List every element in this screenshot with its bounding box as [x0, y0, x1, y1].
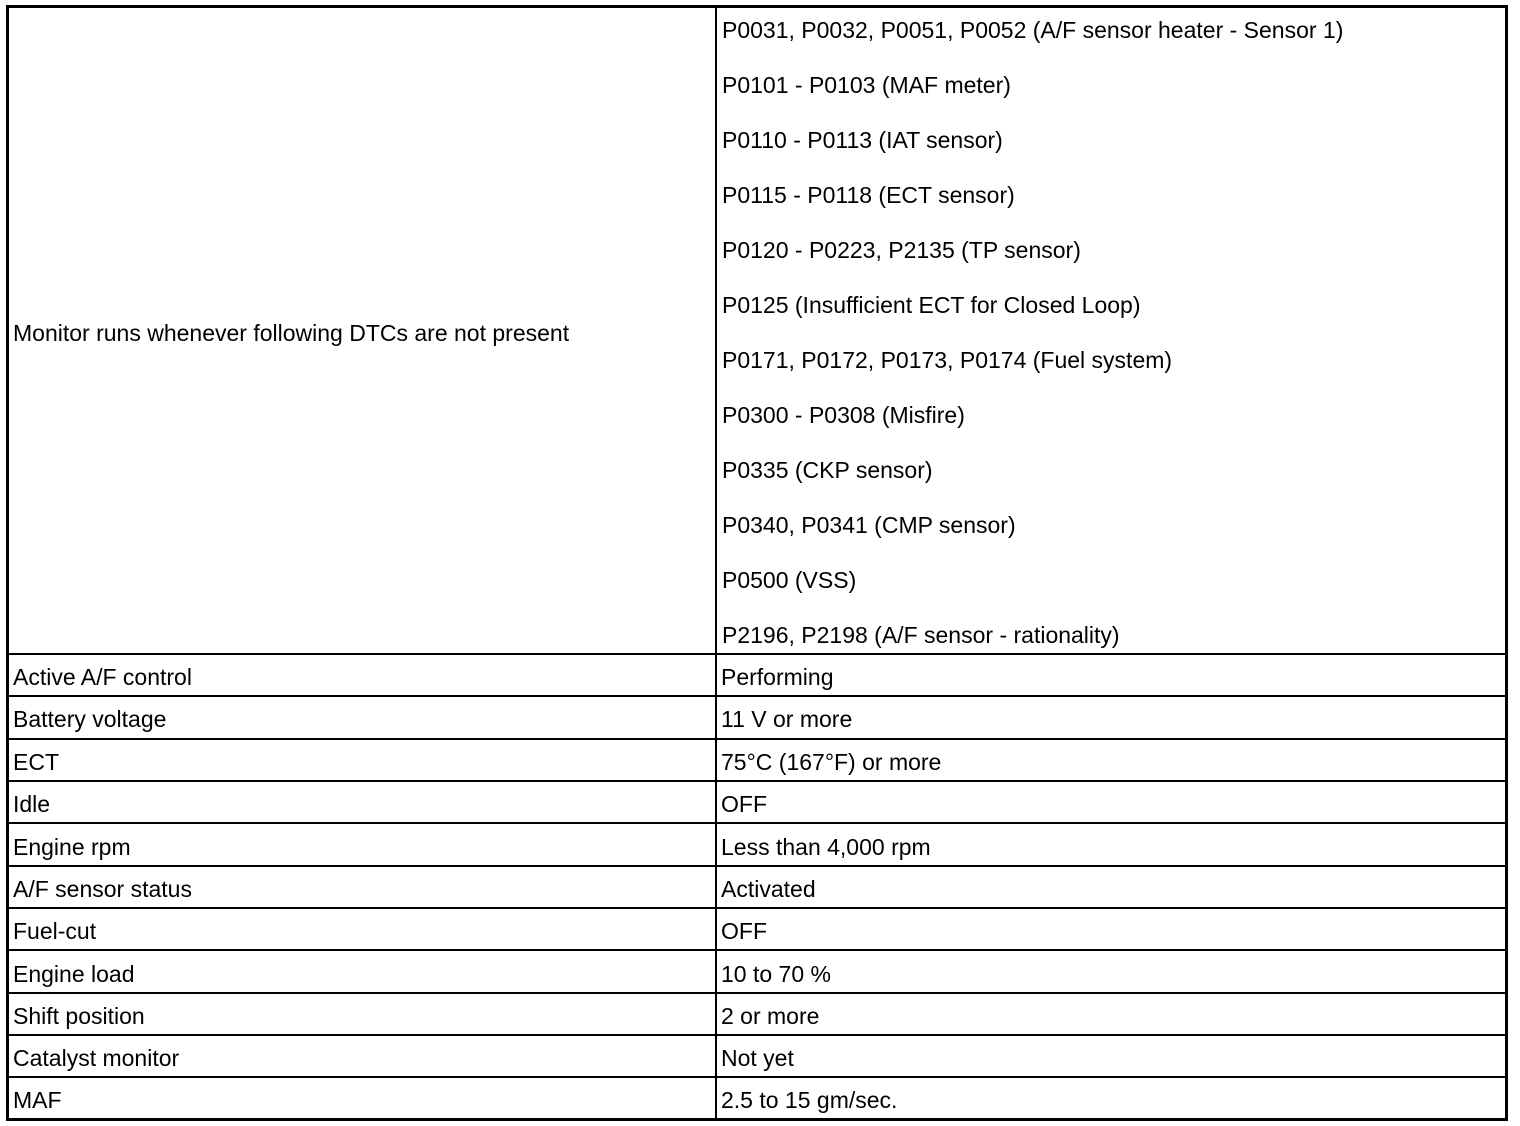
row-label: MAF — [13, 1087, 62, 1113]
dtc-item: P0125 (Insufficient ECT for Closed Loop) — [722, 292, 1141, 318]
row-value: 11 V or more — [721, 706, 853, 732]
table-row — [9, 782, 1505, 822]
dtc-item: P2196, P2198 (A/F sensor - rationality) — [722, 622, 1120, 648]
row-label: Battery voltage — [13, 706, 167, 732]
dtc-item: P0031, P0032, P0051, P0052 (A/F sensor heater - Sensor 1) — [722, 17, 1344, 43]
dtc-item: P0335 (CKP sensor) — [722, 457, 933, 483]
table-row — [9, 740, 1505, 780]
table-row — [9, 951, 1505, 991]
row-label: Engine rpm — [13, 834, 131, 860]
table-row — [9, 994, 1505, 1034]
conditions-table — [6, 5, 1508, 1121]
row-label: Idle — [13, 791, 51, 817]
table-row — [9, 1078, 1505, 1118]
row-value: 10 to 70 % — [721, 961, 831, 987]
dtc-item: P0101 - P0103 (MAF meter) — [722, 72, 1011, 98]
row-label: Shift position — [13, 1003, 145, 1029]
table-row — [9, 697, 1505, 737]
table-row — [9, 1036, 1505, 1076]
row-value: Not yet — [721, 1045, 794, 1071]
row-value: 2 or more — [721, 1003, 820, 1029]
row-value: OFF — [721, 791, 767, 817]
dtc-row — [9, 8, 1505, 653]
row-value: 75°C (167°F) or more — [721, 749, 942, 775]
row-label: Active A/F control — [13, 664, 192, 690]
dtc-item: P0171, P0172, P0173, P0174 (Fuel system) — [722, 347, 1173, 373]
dtc-row-label: Monitor runs whenever following DTCs are not present — [13, 320, 570, 346]
dtc-item: P0300 - P0308 (Misfire) — [722, 402, 965, 428]
dtc-item: P0340, P0341 (CMP sensor) — [722, 512, 1016, 538]
row-value: 2.5 to 15 gm/sec. — [721, 1087, 898, 1113]
row-label: Engine load — [13, 961, 135, 987]
row-label: Fuel-cut — [13, 918, 97, 944]
dtc-item: P0110 - P0113 (IAT sensor) — [722, 127, 1003, 153]
row-label: ECT — [13, 749, 59, 775]
table-row — [9, 824, 1505, 864]
table-row — [9, 655, 1505, 695]
dtc-item: P0115 - P0118 (ECT sensor) — [722, 182, 1015, 208]
row-label: Catalyst monitor — [13, 1045, 180, 1071]
row-value: OFF — [721, 918, 767, 944]
row-value: Less than 4,000 rpm — [721, 834, 931, 860]
row-label: A/F sensor status — [13, 876, 192, 902]
table-row — [9, 867, 1505, 907]
table-row — [9, 909, 1505, 949]
row-value: Activated — [721, 876, 816, 902]
dtc-item: P0120 - P0223, P2135 (TP sensor) — [722, 237, 1081, 263]
row-value: Performing — [721, 664, 834, 690]
dtc-item: P0500 (VSS) — [722, 567, 857, 593]
